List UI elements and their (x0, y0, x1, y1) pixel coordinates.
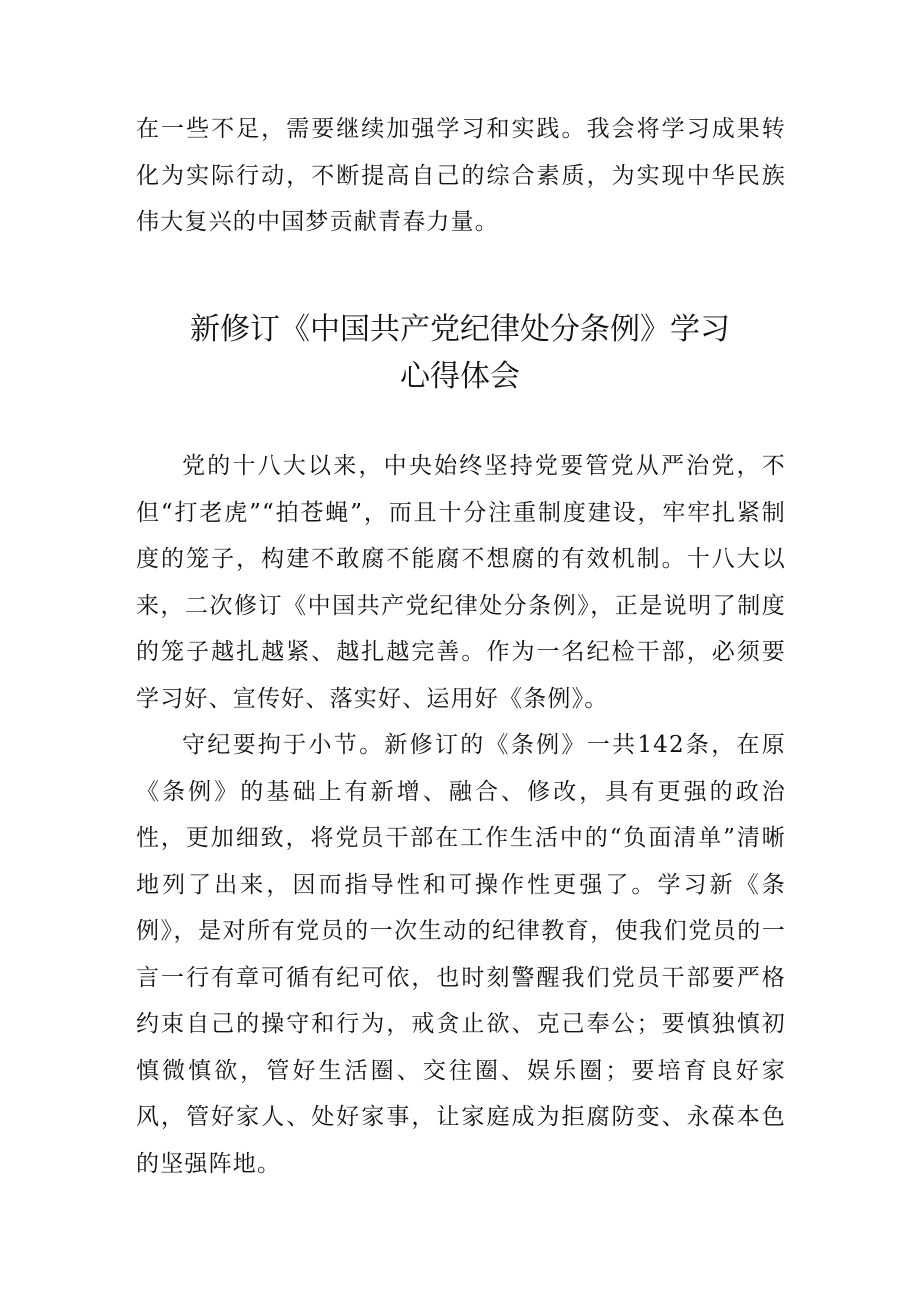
title-line-2: 心得体会 (400, 359, 520, 394)
title-line-1: 新修订《中国共产党纪律处分条例》学习 (190, 312, 730, 347)
body-paragraph-1: 党的十八大以来，中央始终坚持党要管党从严治党，不但“打老虎”“拍苍蝇”，而且十分注重制度建设，牢牢扎紧制度的笼子，构建不敢腐不能腐不想腐的有效机制。十八大以来，二次修订《中国共产党纪律处分条例》，正是说明了制度的笼子越扎越紧、越扎越完善。作为一名纪检干部，必须要学习好、宣传好、落实好、运用好《条例》。 (136, 453, 786, 712)
continuation-paragraph: 在一些不足，需要继续加强学习和实践。我会将学习成果转化为实际行动，不断提高自己的综合素质，为实现中华民族伟大复兴的中国梦贡献青春力量。 (136, 116, 786, 235)
body-text (136, 443, 786, 1187)
document-title (110, 306, 810, 400)
body-paragraph-2: 守纪要拘于小节。新修订的《条例》一共142条，在原《条例》的基础上有新增、融合、修改，具有更强的政治性，更加细致，将党员干部在工作生活中的“负面清单”清晰地列了出来，因而指导性和可操作性更强了。学习新《条例》，是对所有党员的一次生动的纪律教育，使我们党员的一言一行有章可循有纪可依，也时刻警醒我们党员干部要严格约束自己的操守和行为，戒贪止欲、克己奉公；要慎独慎初慎微慎欲，管好生活圈、交往圈、娱乐圈；要培育良好家风，管好家人、处好家事，让家庭成为拒腐防变、永葆本色的坚强阵地。 (136, 732, 786, 1177)
